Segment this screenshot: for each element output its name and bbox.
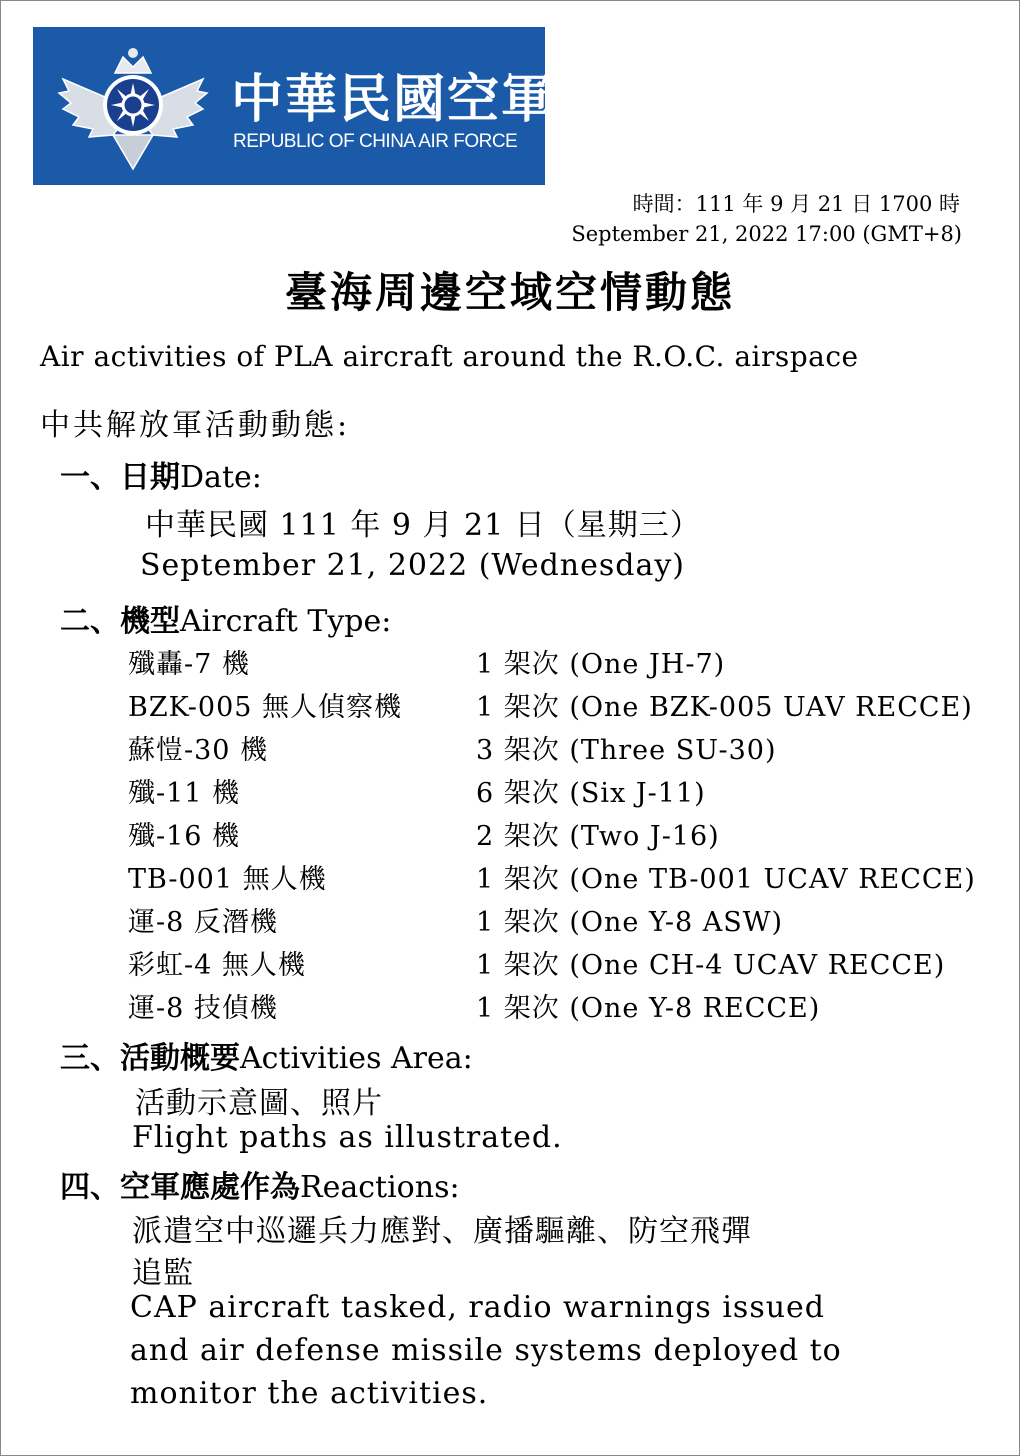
aircraft-count: 3 架次 (Three SU-30) bbox=[476, 735, 777, 766]
reactions-line-en-2: and air defense missile systems deployed to bbox=[130, 1333, 842, 1368]
banner-title-zh: 中華民國空軍 bbox=[231, 70, 556, 130]
air-force-banner bbox=[33, 27, 556, 185]
aircraft-name: 蘇愷-30 機 bbox=[128, 735, 269, 766]
section-aircraft-heading-en: Aircraft Type: bbox=[180, 604, 392, 639]
aircraft-count: 2 架次 (Two J-16) bbox=[476, 821, 720, 852]
section-date-heading-zh: 一、日期 bbox=[60, 460, 180, 495]
page-title: 臺海周邊空域空情動態 bbox=[284, 268, 735, 317]
section-aircraft-heading bbox=[60, 596, 391, 640]
aircraft-count: 1 架次 (One CH-4 UCAV RECCE) bbox=[476, 950, 946, 981]
section-area-heading bbox=[60, 1033, 473, 1077]
aircraft-name: 殲轟-7 機 bbox=[128, 649, 250, 680]
date-line-zh: 中華民國 111 年 9 月 21 日（星期三） bbox=[145, 508, 701, 543]
aircraft-count: 1 架次 (One BZK-005 UAV RECCE) bbox=[476, 692, 973, 723]
section-aircraft-heading-zh: 二、機型 bbox=[60, 604, 180, 639]
reactions-line-en-3: monitor the activities. bbox=[130, 1376, 489, 1411]
timestamp-zh: 時間：111 年 9 月 21 日 1700 時 bbox=[632, 192, 960, 216]
aircraft-count: 1 架次 (One TB-001 UCAV RECCE) bbox=[476, 864, 976, 895]
air-force-emblem-icon bbox=[53, 39, 213, 179]
aircraft-name: TB-001 無人機 bbox=[128, 864, 327, 895]
intro-line: 中共解放軍活動動態: bbox=[40, 408, 351, 443]
section-area-heading-zh: 三、活動概要 bbox=[60, 1041, 240, 1076]
reactions-line-zh-2: 追監 bbox=[132, 1256, 194, 1291]
aircraft-count: 1 架次 (One Y-8 ASW) bbox=[476, 907, 783, 938]
section-reactions-heading-en: Reactions: bbox=[300, 1170, 460, 1205]
area-line-en: Flight paths as illustrated. bbox=[132, 1120, 563, 1155]
section-reactions-heading-zh: 四、空軍應處作為 bbox=[60, 1170, 300, 1205]
date-line-en: September 21, 2022 (Wednesday) bbox=[140, 548, 685, 583]
aircraft-count: 1 架次 (One JH-7) bbox=[476, 649, 726, 680]
page-subtitle: Air activities of PLA aircraft around the R.O.C. airspace bbox=[40, 340, 859, 373]
aircraft-name: 彩虹-4 無人機 bbox=[128, 950, 306, 981]
section-reactions-heading bbox=[60, 1162, 460, 1206]
reactions-line-zh-1: 派遣空中巡邏兵力應對、廣播驅離、防空飛彈 bbox=[132, 1214, 752, 1249]
aircraft-name: 運-8 技偵機 bbox=[128, 993, 278, 1024]
area-line-zh: 活動示意圖、照片 bbox=[135, 1086, 383, 1121]
aircraft-name: 殲-11 機 bbox=[128, 778, 241, 809]
aircraft-count: 6 架次 (Six J-11) bbox=[476, 778, 706, 809]
aircraft-name: 運-8 反潛機 bbox=[128, 907, 278, 938]
aircraft-name: BZK-005 無人偵察機 bbox=[128, 692, 403, 723]
banner-title-en: REPUBLIC OF CHINA AIR FORCE bbox=[233, 131, 518, 152]
timestamp-en: September 21, 2022 17:00 (GMT+8) bbox=[571, 222, 962, 246]
aircraft-name: 殲-16 機 bbox=[128, 821, 241, 852]
section-date-heading-en: Date: bbox=[180, 460, 262, 495]
aircraft-count: 1 架次 (One Y-8 RECCE) bbox=[476, 993, 821, 1024]
reactions-line-en-1: CAP aircraft tasked, radio warnings issued bbox=[130, 1290, 825, 1325]
section-date-heading bbox=[60, 452, 262, 496]
section-area-heading-en: Activities Area: bbox=[240, 1041, 473, 1076]
